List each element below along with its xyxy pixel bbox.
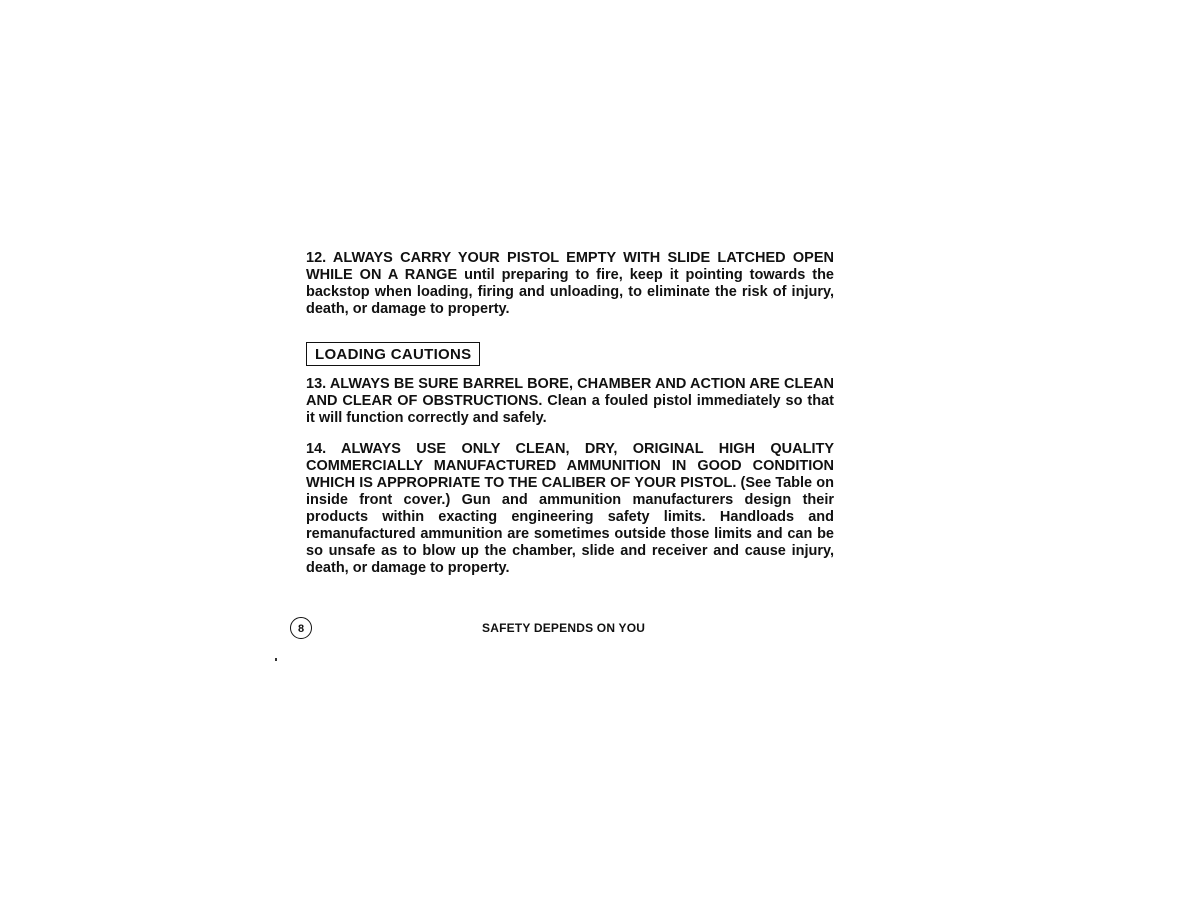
paragraph-13 (306, 376, 834, 427)
paragraph-12 (306, 250, 834, 318)
footer-title: SAFETY DEPENDS ON YOU (482, 621, 646, 635)
paragraph-12-body: until preparing to fire, keep it pointing towards the backstop when loading, firing and unloading, to eliminate the risk of injury, death, or damage to property. (306, 267, 834, 317)
section-heading-loading-cautions: LOADING CAUTIONS (306, 342, 480, 366)
paragraph-12-number: 12. (306, 250, 327, 266)
paragraph-14 (306, 441, 834, 577)
paragraph-14-lead: ALWAYS USE ONLY CLEAN, DRY, ORIGINAL HIGH QUALITY COMMERCIALLY MANUFACTURED AMMUNITION IN GOOD CONDITION WHICH IS APPROPRIATE TO THE CALIBER OF YOUR PISTOL. (306, 441, 834, 491)
paragraph-14-number: 14. (306, 441, 327, 457)
paragraph-13-body: Clean a fouled pistol immediately so that it will function correctly and safely. (306, 393, 834, 426)
page-content (306, 250, 834, 577)
paragraph-13-number: 13. (306, 376, 327, 392)
page-footer (288, 617, 848, 641)
paragraph-13-lead: ALWAYS BE SURE BARREL BORE, CHAMBER AND ACTION ARE CLEAN AND CLEAR OF OBSTRUCTIONS. (306, 376, 834, 409)
scan-speck (275, 658, 277, 661)
paragraph-12-lead: ALWAYS CARRY YOUR PISTOL EMPTY WITH SLIDE LATCHED OPEN WHILE ON A RANGE (306, 250, 834, 283)
page-number-badge: 8 (290, 617, 312, 639)
paragraph-14-body: (See Table on inside front cover.) Gun and ammunition manufacturers design their products within exacting engineering safety limits. Handloads and remanufactured ammunition are sometimes outside those limits and can be so unsafe as to blow up the chamber, slide and receiver and cause injury, death, or damage to property. (306, 475, 834, 576)
